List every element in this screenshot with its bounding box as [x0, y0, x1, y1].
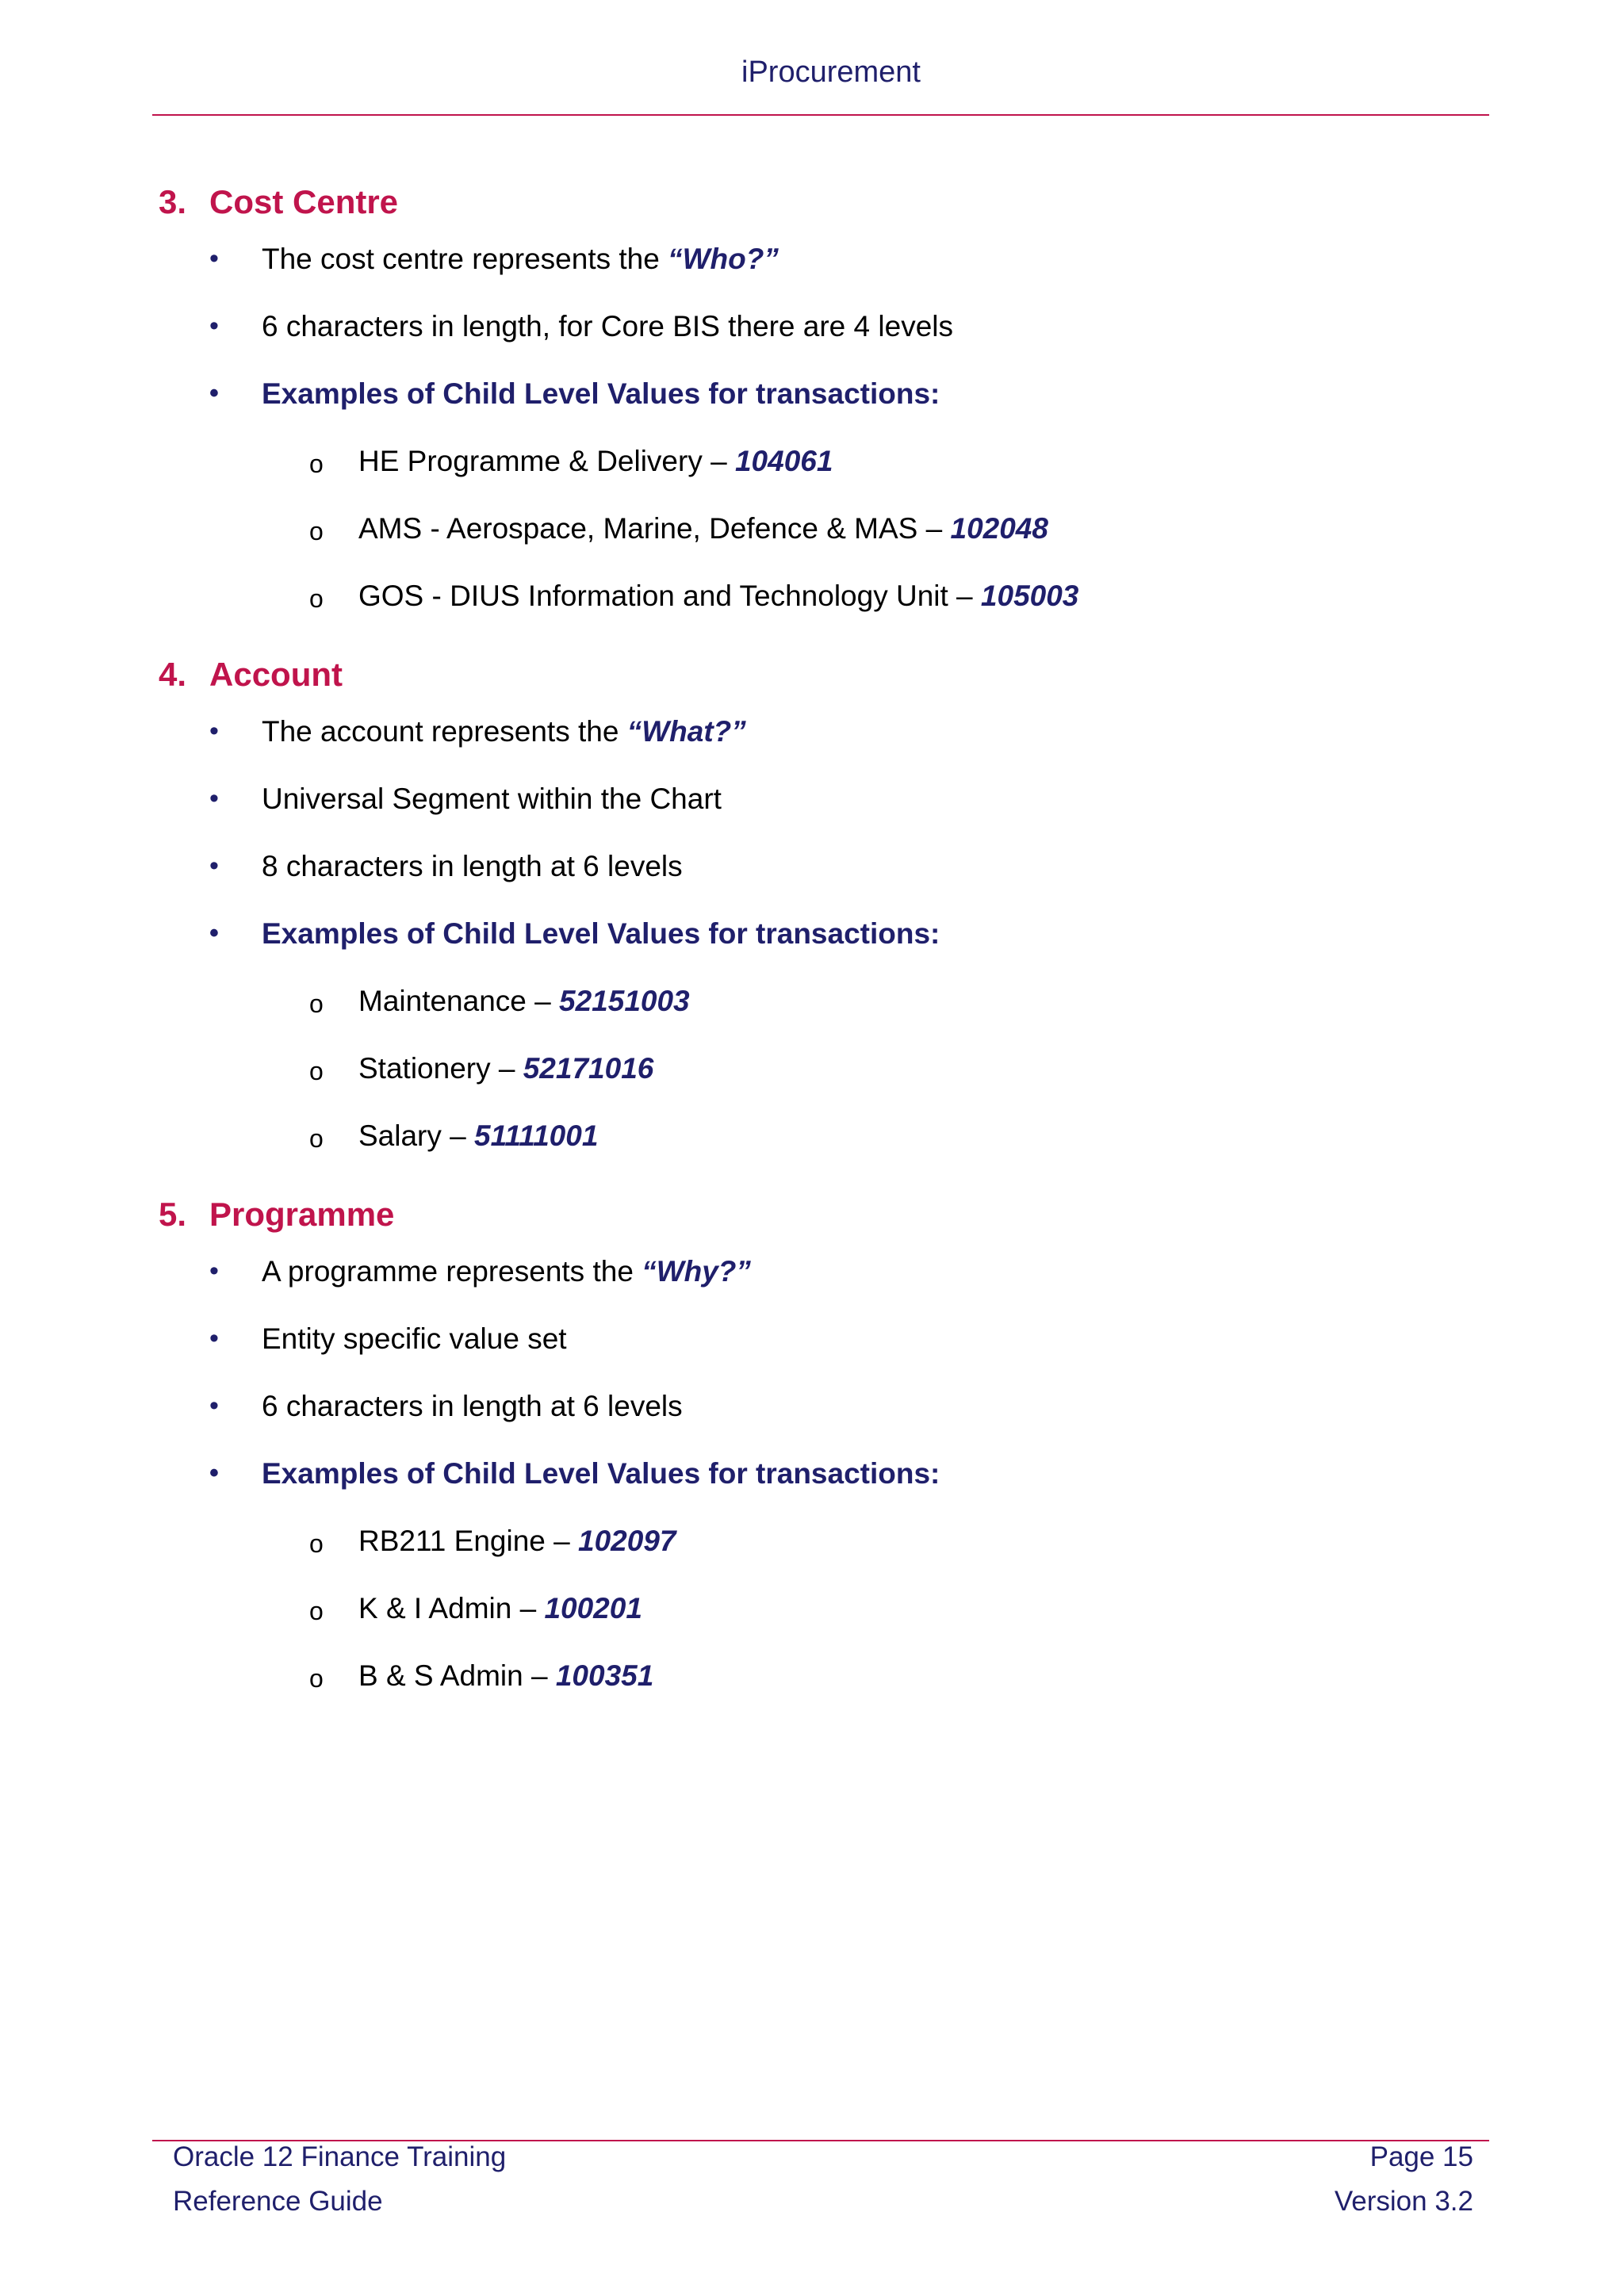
bullet-text: The account represents the [262, 715, 627, 748]
circle-bullet-icon: o [309, 517, 324, 545]
section-title: Account [209, 656, 343, 693]
bullet-emphasis: “What?” [626, 715, 746, 748]
example-value: 102048 [950, 512, 1048, 545]
bullet-icon: • [209, 1323, 219, 1353]
example-value: 52151003 [559, 985, 690, 1017]
example-label: Maintenance – [358, 985, 560, 1017]
section-heading [159, 1192, 1459, 1238]
bullet-icon: • [209, 918, 219, 948]
bullet-icon: • [209, 783, 219, 813]
example-value: 102097 [578, 1525, 676, 1557]
example-item [159, 1035, 1459, 1102]
section-number: 5. [159, 1196, 187, 1233]
example-item [159, 1642, 1459, 1709]
circle-bullet-icon: o [309, 989, 324, 1018]
bullet-icon: • [209, 851, 219, 881]
bullet-icon: • [209, 1391, 219, 1421]
example-item [159, 1102, 1459, 1169]
bullet-emphasis: “Who?” [668, 243, 779, 275]
example-label: Salary – [358, 1119, 475, 1152]
example-item [159, 427, 1459, 495]
bullet-text: 6 characters in length at 6 levels [262, 1390, 683, 1422]
section-account [159, 652, 1459, 1169]
bullet-text: 6 characters in length, for Core BIS there are 4 levels [262, 310, 953, 342]
example-label: Stationery – [358, 1052, 523, 1085]
example-item [159, 1575, 1459, 1642]
bullet-icon: • [209, 1256, 219, 1286]
bullet-icon: • [209, 378, 219, 408]
section-number: 3. [159, 183, 187, 220]
bullet-list [159, 1238, 1459, 1709]
example-item [159, 1507, 1459, 1575]
example-value: 100201 [544, 1592, 642, 1624]
example-item [159, 562, 1459, 629]
bullet-item [159, 1305, 1459, 1372]
section-title: Cost Centre [209, 183, 399, 220]
example-label: RB211 Engine – [358, 1525, 579, 1557]
section-heading [159, 652, 1459, 698]
bullet-list [159, 698, 1459, 1169]
bullet-icon: • [209, 716, 219, 746]
footer-version: Version 3.2 [1334, 2186, 1473, 2217]
example-item [159, 495, 1459, 562]
footer-course-title: Oracle 12 Finance Training [173, 2141, 507, 2172]
example-item [159, 967, 1459, 1035]
footer-right [1335, 2135, 1473, 2224]
section-number: 4. [159, 656, 187, 693]
bullet-item [159, 1238, 1459, 1305]
section-cost-centre [159, 179, 1459, 629]
example-label: AMS - Aerospace, Marine, Defence & MAS – [358, 512, 951, 545]
footer-document-type: Reference Guide [173, 2186, 383, 2217]
bullet-item [159, 832, 1459, 900]
bullet-item [159, 765, 1459, 832]
bullet-icon: • [209, 1458, 219, 1488]
bullet-item-examples-heading [159, 360, 1459, 427]
circle-bullet-icon: o [309, 1124, 324, 1153]
example-value: 104061 [734, 445, 833, 477]
bullet-item-examples-heading [159, 1440, 1459, 1507]
example-value: 52171016 [523, 1052, 654, 1085]
bullet-emphasis: “Why?” [642, 1255, 751, 1288]
bullet-icon: • [209, 311, 219, 341]
bullet-item [159, 293, 1459, 360]
example-label: GOS - DIUS Information and Technology Unit – [358, 580, 981, 612]
footer-page-number: Page 15 [1369, 2141, 1473, 2172]
bullet-text: Examples of Child Level Values for transactions: [262, 1457, 940, 1490]
bullet-item [159, 1372, 1459, 1440]
bullet-icon: • [209, 243, 219, 274]
circle-bullet-icon: o [309, 450, 324, 478]
example-label: K & I Admin – [358, 1592, 545, 1624]
bullet-list [159, 225, 1459, 629]
bullet-item [159, 225, 1459, 293]
circle-bullet-icon: o [309, 1664, 324, 1693]
example-value: 100351 [555, 1659, 654, 1692]
example-value: 105003 [980, 580, 1079, 612]
section-title: Programme [209, 1196, 395, 1233]
example-value: 51111001 [474, 1119, 599, 1152]
section-programme [159, 1192, 1459, 1709]
footer-left [173, 2135, 506, 2224]
example-label: B & S Admin – [358, 1659, 556, 1692]
bullet-text: 8 characters in length at 6 levels [262, 850, 683, 882]
header-divider [152, 114, 1489, 116]
bullet-item [159, 698, 1459, 765]
circle-bullet-icon: o [309, 1597, 324, 1625]
bullet-item-examples-heading [159, 900, 1459, 967]
example-label: HE Programme & Delivery – [358, 445, 735, 477]
bullet-text: Examples of Child Level Values for transactions: [262, 917, 940, 950]
page-header-title: iProcurement [741, 55, 921, 89]
section-heading [159, 179, 1459, 225]
bullet-text: A programme represents the [262, 1255, 642, 1288]
bullet-text: Examples of Child Level Values for transactions: [262, 377, 940, 410]
circle-bullet-icon: o [309, 584, 324, 613]
circle-bullet-icon: o [309, 1057, 324, 1085]
bullet-text: The cost centre represents the [262, 243, 668, 275]
bullet-text: Universal Segment within the Chart [262, 783, 722, 815]
bullet-text: Entity specific value set [262, 1322, 567, 1355]
circle-bullet-icon: o [309, 1529, 324, 1558]
